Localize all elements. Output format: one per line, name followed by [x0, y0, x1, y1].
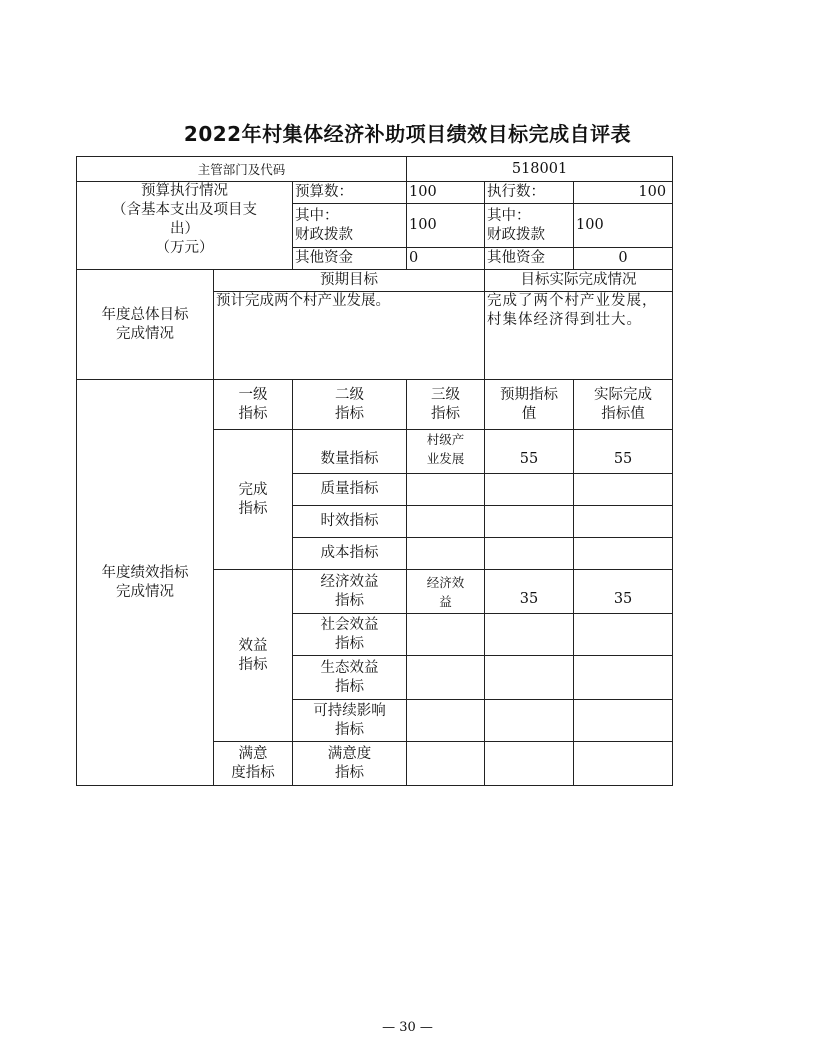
- empty-cell: [574, 538, 673, 570]
- label-line: 满意度: [327, 745, 372, 762]
- label-line: 经济效益: [320, 573, 379, 590]
- page-title: 2022年村集体经济补助项目绩效目标完成自评表: [183, 122, 632, 146]
- actual-goal-header: 目标实际完成情况: [485, 270, 673, 292]
- ecological-indicator: [293, 656, 407, 700]
- label-line: 满意: [238, 745, 268, 762]
- empty-cell: [485, 474, 574, 506]
- indicator-section-label: [77, 380, 214, 786]
- empty-cell: [485, 700, 574, 742]
- empty-cell: [574, 506, 673, 538]
- fiscal-label-exec: [485, 204, 574, 248]
- l3-line: 益: [439, 593, 452, 609]
- dept-code: 518001: [407, 157, 673, 182]
- label-line: 指标: [238, 500, 268, 517]
- header-line: 值: [521, 405, 537, 422]
- expected-goal-text: 预计完成两个村产业发展。: [214, 292, 485, 380]
- fiscal-exec-value: 100: [574, 204, 673, 248]
- completion-indicator-label: [214, 430, 293, 570]
- empty-cell: [485, 506, 574, 538]
- label-line: 度指标: [231, 764, 275, 781]
- empty-cell: [485, 538, 574, 570]
- other-funds-budget: 0: [407, 248, 485, 270]
- l3-line: 村级产: [426, 432, 465, 447]
- empty-cell: [574, 742, 673, 786]
- empty-cell: [485, 656, 574, 700]
- budget-label-line: （含基本支出及项目支: [112, 202, 257, 218]
- quantity-indicator: 数量指标: [293, 430, 407, 474]
- economic-indicator: [293, 570, 407, 614]
- l3-line: 经济效: [426, 574, 465, 590]
- timeliness-indicator: 时效指标: [293, 506, 407, 538]
- page-number: — 30 —: [382, 1020, 433, 1035]
- annual-goal-label: [77, 270, 214, 380]
- header-line: 一级: [238, 386, 268, 403]
- expected-goal-header: 预期目标: [214, 270, 485, 292]
- budget-label-line: 预算执行情况: [141, 183, 228, 199]
- other-funds-exec: 0: [574, 248, 673, 270]
- indicator-label-line: 年度绩效指标: [101, 564, 189, 581]
- empty-cell: [407, 614, 485, 656]
- empty-cell: [407, 474, 485, 506]
- label-line: 指标: [335, 592, 365, 609]
- header-line: 指标: [238, 405, 268, 422]
- actual-goal-text: 完成了两个村产业发展，村集体经济得到壮大。: [485, 292, 673, 380]
- indicator-label-line: 完成情况: [116, 583, 174, 600]
- fiscal-budget-value: 100: [407, 204, 485, 248]
- budget-amount-label: 预算数：: [293, 182, 407, 204]
- economic-actual: 35: [574, 570, 673, 614]
- l3-line: 业发展: [426, 451, 465, 466]
- empty-cell: [407, 700, 485, 742]
- empty-cell: [485, 742, 574, 786]
- label-line: 指标: [335, 635, 365, 652]
- header-line: 实际完成: [594, 386, 653, 403]
- of-which-label: 其中：: [295, 207, 339, 224]
- empty-cell: [574, 700, 673, 742]
- header-line: 三级: [431, 386, 461, 403]
- quantity-actual: 55: [574, 430, 673, 474]
- label-line: 指标: [335, 764, 365, 781]
- satisfaction-sub-indicator: [293, 742, 407, 786]
- table-row: [77, 270, 673, 292]
- annual-goal-label-line: 年度总体目标: [101, 306, 189, 323]
- economic-expected: 35: [485, 570, 574, 614]
- evaluation-table: [76, 156, 673, 786]
- fiscal-label: 财政拨款: [487, 226, 546, 243]
- label-line: 生态效益: [320, 659, 379, 676]
- label-line: 指标: [335, 678, 365, 695]
- label-line: 指标: [238, 656, 268, 673]
- quantity-expected: 55: [485, 430, 574, 474]
- header-line: 指标: [335, 405, 365, 422]
- budget-label-line: （万元）: [155, 240, 214, 256]
- empty-cell: [574, 614, 673, 656]
- actual-value-header: [574, 380, 673, 430]
- label-line: 社会效益: [320, 616, 379, 633]
- budget-label-line: 出）: [170, 221, 199, 237]
- social-indicator: [293, 614, 407, 656]
- dept-label: 主管部门及代码: [77, 157, 407, 182]
- table-row: [77, 380, 673, 430]
- of-which-label: 其中：: [487, 207, 531, 224]
- satisfaction-indicator-label: [214, 742, 293, 786]
- other-funds-label: 其他资金: [293, 248, 407, 270]
- empty-cell: [485, 614, 574, 656]
- header-line: 二级: [335, 386, 365, 403]
- level3-header: [407, 380, 485, 430]
- empty-cell: [574, 474, 673, 506]
- expected-value-header: [485, 380, 574, 430]
- empty-cell: [574, 656, 673, 700]
- empty-cell: [407, 538, 485, 570]
- quality-indicator: 质量指标: [293, 474, 407, 506]
- benefit-indicator-label: [214, 570, 293, 742]
- quantity-level3: [407, 430, 485, 474]
- empty-cell: [407, 656, 485, 700]
- empty-cell: [407, 506, 485, 538]
- exec-amount-value: 100: [574, 182, 673, 204]
- cost-indicator: 成本指标: [293, 538, 407, 570]
- header-line: 指标: [431, 405, 461, 422]
- fiscal-label: 财政拨款: [295, 226, 353, 243]
- fiscal-label-budget: [293, 204, 407, 248]
- budget-label: [77, 182, 293, 270]
- exec-amount-label: 执行数：: [485, 182, 574, 204]
- table-row: [77, 182, 673, 204]
- label-line: 效益: [238, 637, 268, 654]
- header-line: 指标值: [601, 405, 645, 422]
- label-line: 完成: [238, 481, 268, 498]
- empty-cell: [407, 742, 485, 786]
- table-row: [77, 157, 673, 182]
- header-line: 预期指标: [500, 386, 559, 403]
- other-funds-label: 其他资金: [485, 248, 574, 270]
- annual-goal-label-line: 完成情况: [116, 325, 174, 342]
- budget-amount-value: 100: [407, 182, 485, 204]
- label-line: 可持续影响: [313, 702, 386, 719]
- label-line: 指标: [335, 721, 365, 738]
- level2-header: [293, 380, 407, 430]
- level1-header: [214, 380, 293, 430]
- economic-level3: [407, 570, 485, 614]
- sustainable-indicator: [293, 700, 407, 742]
